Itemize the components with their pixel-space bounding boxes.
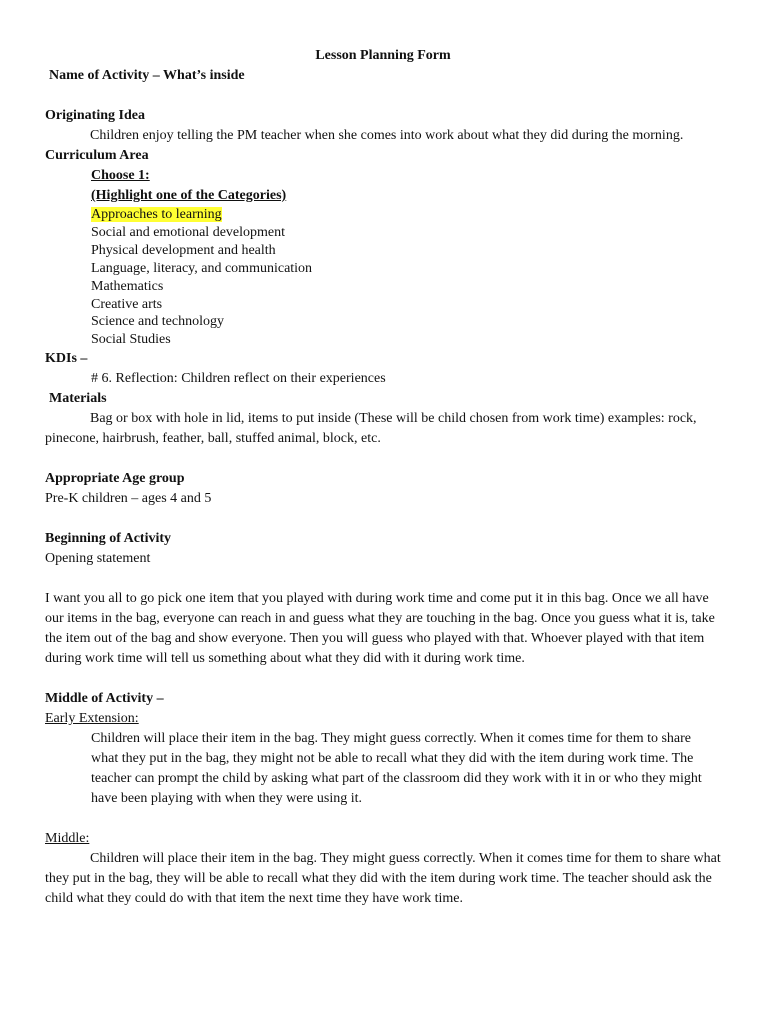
highlight-instruction: (Highlight one of the Categories): [91, 188, 287, 203]
middle-text: Children will place their item in the bag. They might guess correctly. When it comes time for them to share what they put in the bag, they will be able to recall what they did with the item during work time. The teacher should ask the child what they could do with that item the next time they have work time.: [45, 851, 721, 907]
originating-idea-text: Children enjoy telling the PM teacher when she comes into work about what they did during the morning.: [90, 128, 684, 143]
category-item-highlighted: Approaches to learning: [91, 207, 222, 222]
early-extension-text: Children will place their item in the bag. They might guess correctly. When it comes time for them to share what they put in the bag, they might not be able to recall what they did with the item during work time. The teacher can prompt the child by asking what part of the classroom did they work with it in or who they might have been playing with when they were using it.: [91, 731, 702, 807]
materials-text: Bag or box with hole in lid, items to put inside (These will be child chosen from work time) examples: rock, pinecone, hairbrush, feather, ball, stuffed animal, block, etc.: [45, 411, 697, 447]
category-list: [45, 206, 721, 349]
category-item: Social Studies: [91, 332, 171, 348]
age-group-text: Pre-K children – ages 4 and 5: [45, 491, 212, 507]
middle-heading: Middle of Activity –: [45, 691, 164, 707]
middle-label: Middle:: [45, 831, 90, 847]
age-group-heading: Appropriate Age group: [45, 471, 185, 487]
category-item: Mathematics: [91, 278, 164, 294]
document-page: [45, 46, 721, 909]
originating-idea-heading: Originating Idea: [45, 108, 145, 123]
activity-name: Name of Activity – What’s inside: [49, 68, 245, 83]
materials-heading: Materials: [49, 391, 107, 407]
kdis-text: # 6. Reflection: Children reflect on their experiences: [91, 371, 386, 387]
category-item: Science and technology: [91, 314, 224, 330]
category-item: Creative arts: [91, 296, 163, 312]
opening-statement-label: Opening statement: [45, 551, 151, 567]
document-title: Lesson Planning Form: [315, 48, 451, 63]
choose-instruction: Choose 1:: [91, 168, 150, 183]
category-item: Language, literacy, and communication: [91, 260, 313, 276]
opening-statement-text: I want you all to go pick one item that you played with during work time and come put it in this bag. Once we all have our items in the bag, everyone can reach in and guess what they are touching in the bag. Once you guess what it is, take the item out of the bag and show everyone. Then you will guess who played with that. Whoever played with that item during work time will tell us something about what they did with it during work time.: [45, 591, 715, 667]
category-item: Social and emotional development: [91, 224, 286, 240]
curriculum-area-heading: Curriculum Area: [45, 148, 149, 163]
early-extension-label: Early Extension:: [45, 711, 139, 727]
kdis-heading: KDIs –: [45, 351, 88, 367]
category-item: Physical development and health: [91, 242, 276, 258]
beginning-heading: Beginning of Activity: [45, 531, 172, 547]
